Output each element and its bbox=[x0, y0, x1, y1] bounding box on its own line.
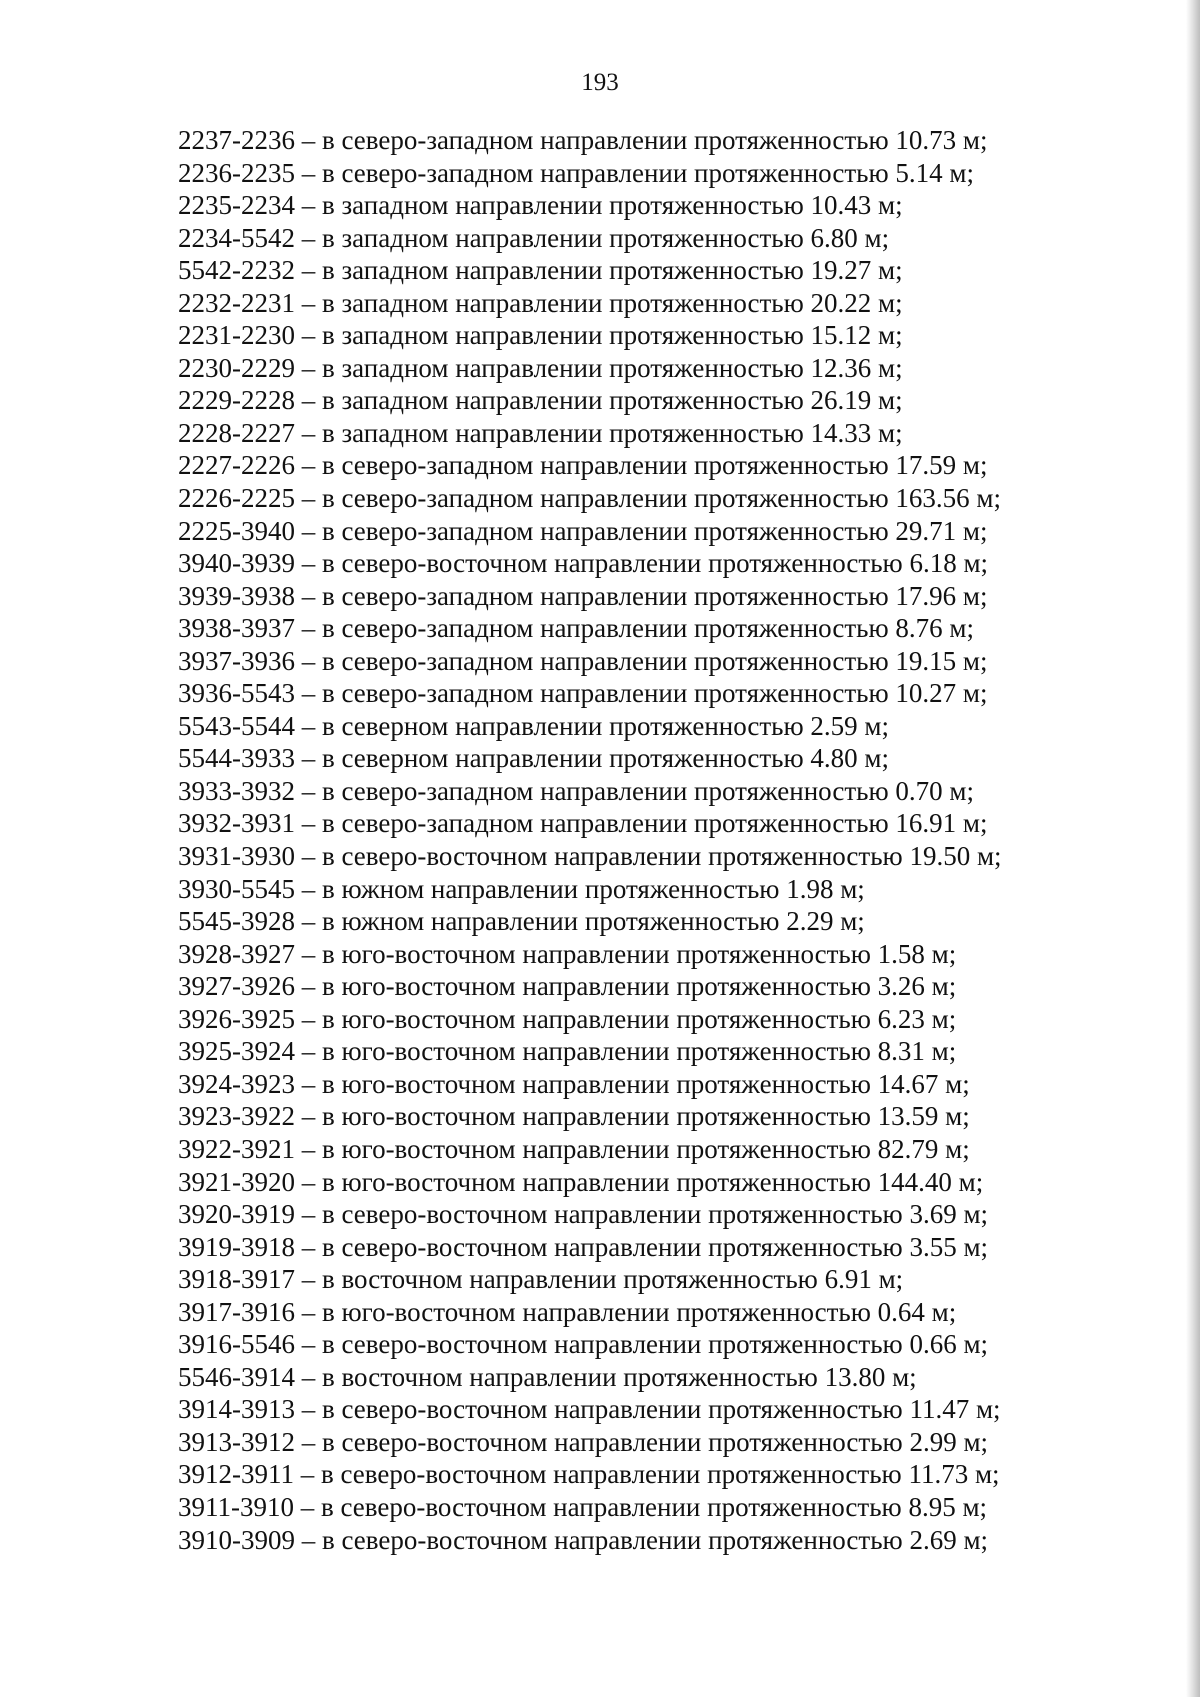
segment-line: 3913-3912 – в северо-восточном направлении протяженностью 2.99 м; bbox=[178, 1426, 989, 1457]
segment-line: 3912-3911 – в северо-восточном направлении протяженностью 11.73 м; bbox=[178, 1459, 1000, 1490]
segment-line: 3933-3932 – в северо-западном направлении протяженностью 0.70 м; bbox=[178, 775, 974, 806]
segment-line: 3936-5543 – в северо-западном направлении протяженностью 10.27 м; bbox=[178, 678, 988, 709]
segment-line: 2236-2235 – в северо-западном направлении протяженностью 5.14 м; bbox=[178, 157, 974, 188]
segment-line: 3921-3920 – в юго-восточном направлении протяженностью 144.40 м; bbox=[178, 1166, 984, 1197]
segment-line: 3932-3931 – в северо-западном направлении протяженностью 16.91 м; bbox=[178, 808, 988, 839]
segment-line: 5546-3914 – в восточном направлении протяженностью 13.80 м; bbox=[178, 1361, 917, 1392]
segment-line: 2227-2226 – в северо-западном направлении протяженностью 17.59 м; bbox=[178, 450, 988, 481]
page-edge-shadow bbox=[1186, 0, 1200, 1697]
segment-line: 3911-3910 – в северо-восточном направлении протяженностью 8.95 м; bbox=[178, 1491, 988, 1522]
segment-line: 5542-2232 – в западном направлении протяженностью 19.27 м; bbox=[178, 255, 903, 286]
segment-line: 2226-2225 – в северо-западном направлении протяженностью 163.56 м; bbox=[178, 483, 1001, 514]
segment-line: 3925-3924 – в юго-восточном направлении протяженностью 8.31 м; bbox=[178, 1036, 957, 1067]
segment-line: 3917-3916 – в юго-восточном направлении протяженностью 0.64 м; bbox=[178, 1296, 957, 1327]
segment-line: 3926-3925 – в юго-восточном направлении протяженностью 6.23 м; bbox=[178, 1003, 957, 1034]
segment-line: 3927-3926 – в юго-восточном направлении протяженностью 3.26 м; bbox=[178, 971, 957, 1002]
segment-line: 3938-3937 – в северо-западном направлении протяженностью 8.76 м; bbox=[178, 613, 974, 644]
segment-line: 2230-2229 – в западном направлении протяженностью 12.36 м; bbox=[178, 352, 903, 383]
segment-line: 2231-2230 – в западном направлении протяженностью 15.12 м; bbox=[178, 320, 903, 351]
segment-line: 2237-2236 – в северо-западном направлении протяженностью 10.73 м; bbox=[178, 125, 988, 155]
segment-line: 3924-3923 – в юго-восточном направлении протяженностью 14.67 м; bbox=[178, 1068, 970, 1099]
segment-line: 3910-3909 – в северо-восточном направлении протяженностью 2.69 м; bbox=[178, 1524, 989, 1555]
segment-line: 2228-2227 – в западном направлении протяженностью 14.33 м; bbox=[178, 417, 903, 448]
segment-line: 3916-5546 – в северо-восточном направлении протяженностью 0.66 м; bbox=[178, 1329, 989, 1360]
segment-line: 3940-3939 – в северо-восточном направлении протяженностью 6.18 м; bbox=[178, 548, 989, 579]
segment-line: 3931-3930 – в северо-восточном направлении протяженностью 19.50 м; bbox=[178, 841, 1002, 872]
segment-line: 3930-5545 – в южном направлении протяженностью 1.98 м; bbox=[178, 873, 865, 904]
segment-line: 5543-5544 – в северном направлении протяженностью 2.59 м; bbox=[178, 710, 890, 741]
segment-line: 2229-2228 – в западном направлении протяженностью 26.19 м; bbox=[178, 385, 903, 416]
segment-line: 3920-3919 – в северо-восточном направлении протяженностью 3.69 м; bbox=[178, 1199, 989, 1230]
segment-line: 3914-3913 – в северо-восточном направлении протяженностью 11.47 м; bbox=[178, 1394, 1001, 1425]
segment-line: 3939-3938 – в северо-западном направлении протяженностью 17.96 м; bbox=[178, 580, 988, 611]
segment-line: 3937-3936 – в северо-западном направлении протяженностью 19.15 м; bbox=[178, 645, 988, 676]
segment-line: 2225-3940 – в северо-западном направлении протяженностью 29.71 м; bbox=[178, 515, 988, 546]
segment-line: 3928-3927 – в юго-восточном направлении протяженностью 1.58 м; bbox=[178, 938, 957, 969]
segment-line: 5545-3928 – в южном направлении протяженностью 2.29 м; bbox=[178, 906, 865, 937]
segment-line: 2235-2234 – в западном направлении протяженностью 10.43 м; bbox=[178, 190, 903, 221]
boundary-segment-list bbox=[178, 124, 1002, 1556]
segment-line: 5544-3933 – в северном направлении протяженностью 4.80 м; bbox=[178, 743, 890, 774]
segment-line: 2234-5542 – в западном направлении протяженностью 6.80 м; bbox=[178, 222, 890, 253]
segment-line: 3919-3918 – в северо-восточном направлении протяженностью 3.55 м; bbox=[178, 1231, 989, 1262]
segment-line: 3922-3921 – в юго-восточном направлении протяженностью 82.79 м; bbox=[178, 1133, 970, 1164]
segment-line: 2232-2231 – в западном направлении протяженностью 20.22 м; bbox=[178, 287, 903, 318]
page-number: 193 bbox=[581, 69, 619, 96]
segment-line: 3918-3917 – в восточном направлении протяженностью 6.91 м; bbox=[178, 1264, 904, 1295]
segment-line: 3923-3922 – в юго-восточном направлении протяженностью 13.59 м; bbox=[178, 1101, 970, 1132]
